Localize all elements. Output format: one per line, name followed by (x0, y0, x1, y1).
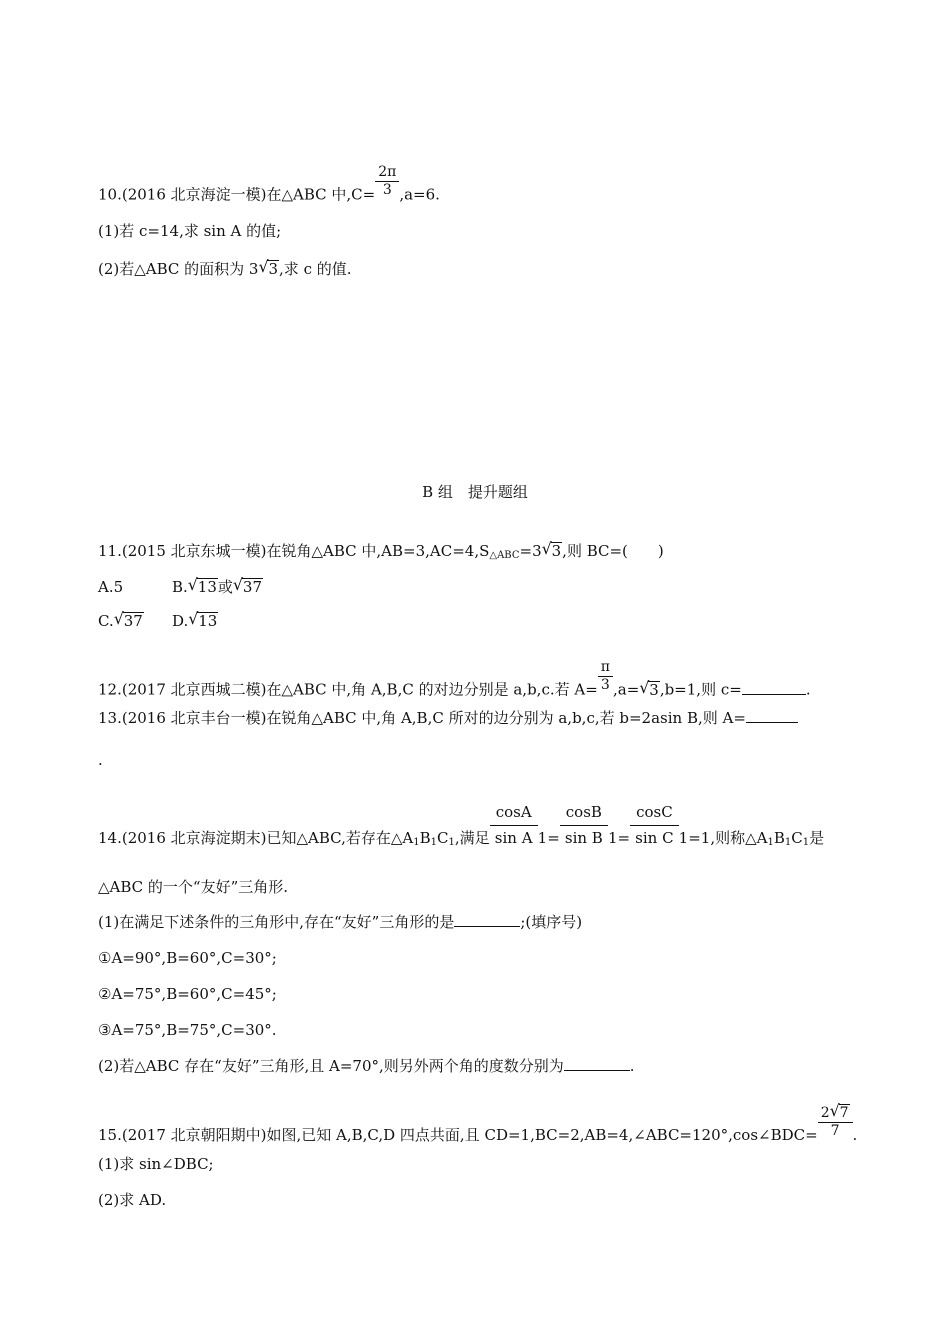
q14-option-1: ①A=90°,B=60°,C=30°; (98, 949, 277, 967)
q11-option-c: C. √ 37 (98, 609, 143, 630)
sqrt-symbol: √ 3 (541, 539, 562, 560)
q11-stem: 11.(2015 北京东城一模)在锐角△ABC 中$,AB=3,AC=4,S_{\triangle ABC}=3$ √ 3,则 BC=( ) (98, 539, 664, 561)
q14-option-2: ②A=75°,B=60°,C=45°; (98, 985, 277, 1003)
q13-end: . (98, 751, 103, 769)
q12-angle-fraction: $\frac{\pi}{3}$ (598, 659, 613, 694)
q11-option-a: A.5 (98, 578, 124, 596)
q11-options-row2 (98, 611, 218, 631)
q10-stem: 10.(2016 北京海淀一模)在△ABC 中,C= $\frac{2\pi}{3}$ ,a=6. (98, 164, 440, 204)
q14-fraction-cosC: $\frac{\cos C}{\text{sin C}}$ (630, 802, 679, 848)
q10-part2: (2)若△ABC 的面积为 3 √ 3,求 c 的值. (98, 257, 352, 278)
q15-part2: (2)求 AD. (98, 1191, 167, 1209)
section-heading: B 组 提升题组 (422, 483, 528, 501)
q15-part1: (1)求 sin∠DBC; (98, 1155, 214, 1173)
q13-stem: 13.(2016 北京丰台一模)在锐角△ABC 中,角 A,B,C 所对的边分别为 a,b,c,若 b=2asin B,则 A= (98, 708, 798, 728)
q11-options-row1 (98, 577, 263, 597)
q14-option-3: ③A=75°,B=75°,C=30°. (98, 1021, 277, 1039)
answer-blank[interactable] (564, 1056, 630, 1071)
answer-blank[interactable] (746, 708, 798, 723)
q14-fraction-cosA: $\frac{\cos A}{\text{sin A}}$ (490, 802, 538, 848)
q14-part2: (2)若△ABC 存在“友好”三角形,且 A=70°,则另外两个角的度数分别为 . (98, 1057, 635, 1075)
q15-stem: 15.(2017 北京朝阳期中)如图,已知 A,B,C,D 四点共面,且 CD=1,BC=2,AB=4,∠ABC=120°,cos∠BDC= 2 √ 7 7 . (98, 1101, 858, 1144)
sqrt-symbol: √ 7 (829, 1101, 849, 1121)
sqrt-symbol: √ 37 (232, 575, 262, 596)
q14-stem: 14.(2016 北京海淀期末)已知△ABC,若存在$\triangle A_1B_1C_1$,满足 $\frac{\cos A}{\text{sin A}}$ 1= $\frac{\cos B}{\text{sin B}}$ 1= $\frac{\cos C}{\text{sin C}}$ 1=1,则称$\triangle A_1B_1C_1$是 (98, 803, 825, 848)
sqrt-symbol: √ 3 (639, 677, 659, 699)
q11-option-b: B. √ 13或 √ 37 (172, 575, 262, 596)
answer-blank[interactable] (454, 912, 520, 927)
q11-option-d: D. √ 13 (172, 609, 218, 630)
q10-angle-fraction: $\frac{2\pi}{3}$ (375, 164, 399, 199)
sqrt-symbol: √ 37 (113, 609, 143, 630)
q12-stem: 12.(2017 北京西城二模)在△ABC 中,角 A,B,C 的对边分别是 a,b,c.若 A= $\frac{\pi}{3}$ ,a= √ 3,b=1,则 c= . (98, 659, 811, 699)
q15-cos-fraction: 2 √ 7 7 (818, 1104, 853, 1140)
answer-blank[interactable] (742, 680, 806, 695)
sqrt-symbol: √ 13 (188, 609, 218, 630)
q10-part1: (1)若 c=14,求 sin A 的值; (98, 222, 282, 240)
q14-fraction-cosB: $\frac{\cos B}{\text{sin B}}$ (560, 802, 608, 848)
q14-line2: △ABC 的一个“友好”三角形. (98, 878, 289, 896)
sqrt-symbol: √ 13 (187, 575, 217, 596)
sqrt-symbol: √ 3 (258, 257, 279, 278)
q14-part1: (1)在满足下述条件的三角形中,存在“友好”三角形的是 ;(填序号) (98, 913, 583, 931)
